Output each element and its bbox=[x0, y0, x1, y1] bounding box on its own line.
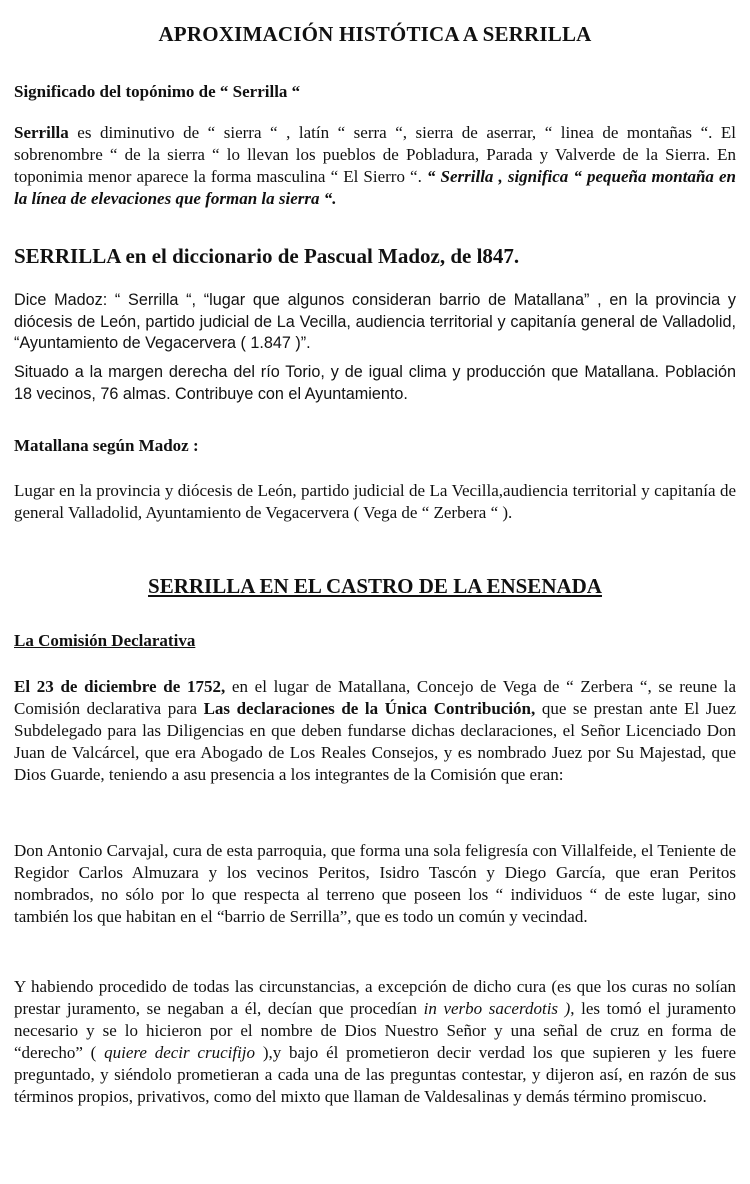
oath-text-d: quiere decir crucifijo bbox=[104, 1043, 256, 1062]
oath-text-b: in verbo sacerdotis ) bbox=[423, 999, 571, 1018]
toponym-text: es diminutivo de “ sierra “ , latín “ serra “, sierra de aserrar, “ linea de montañas “. El sobrenombre “ de la sierra “ lo llevan los pueblos de Pobladura, Parada y Valverde de la Sierra. En toponimia menor aparece la forma masculina “ El Sierro “. bbox=[14, 123, 736, 186]
subheading-comision: La Comisión Declarativa bbox=[14, 631, 196, 650]
toponym-emphasis: “ Serrilla , significa “ pequeña montaña en la línea de elevaciones que forman la sierra “. bbox=[14, 167, 736, 208]
oath-text-c: , les tomó el juramento necesario y se lo hicieron por el nombre de Dios Nuestro Señor y una señal de cruz en forma de “derecho” ( bbox=[14, 999, 736, 1062]
section-heading-ensenada: SERRILLA EN EL CASTRO DE LA ENSENADA bbox=[148, 574, 602, 598]
comision-text-a: en el lugar de Matallana, Concejo de Vega de “ Zerbera “, se reune la Comisión declarativa para bbox=[14, 677, 736, 718]
paragraph-madoz-1: Dice Madoz: “ Serrilla “, “lugar que algunos consideran barrio de Matallana” , en la provincia y diócesis de León, partido judicial de La Vecilla, audiencia territorial y capitanía general de Valladolid, “Ayuntamiento de Vegacervera ( 1.847 )”. bbox=[14, 291, 736, 352]
oath-text-e: ),y bajo él prometieron decir verdad los que supieren y les fuere preguntado, y siéndolo prometieran a cada una de las preguntas contestar, y dijeron así, en razón de sus términos propios, privativos, como del mixto que llaman de Valdesalinas y demás término promiscuo. bbox=[14, 1043, 736, 1106]
paragraph-comision-2: Don Antonio Carvajal, cura de esta parroquia, que forma una sola feligresía con Villalfeide, el Teniente de Regidor Carlos Almuzara y los vecinos Peritos, Isidro Tascón y Diego García, que eran Peritos nombrados, no sólo por lo que respecta al terreno que poseen los “ individuos “ de este lugar, sino también los que habitan en el “barrio de Serrilla”, que es todo un común y vecindad. bbox=[14, 841, 736, 926]
paragraph-comision-3 bbox=[14, 976, 736, 1108]
section-heading-madoz: SERRILLA en el diccionario de Pascual Madoz, de l847. bbox=[14, 244, 520, 268]
paragraph-madoz-2: Situado a la margen derecha del río Torio, y de igual clima y producción que Matallana. Población 18 vecinos, 76 almas. Contribuye con el Ayuntamiento. bbox=[14, 363, 736, 403]
date-text: El 23 de diciembre de 1752, bbox=[14, 677, 226, 696]
comision-text-c: que se prestan ante El Juez Subdelegado para las Diligencias en que deben fundarse dichas declaraciones, el Señor Licenciado Don Juan de Valcárcel, que era Abogado de Los Reales Consejos, y es nombrado Juez por Su Majestad, que Dios Guarde, teniendo a asu presencia a los integrantes de la Comisión que eran: bbox=[14, 699, 736, 784]
paragraph-comision-1 bbox=[14, 676, 736, 786]
oath-text-a: Y habiendo procedido de todas las circunstancias, a excepción de dicho cura (es que los curas no solían prestar juramento, se negaban a él, decían que procedían bbox=[14, 977, 736, 1018]
paragraph-matallana: Lugar en la provincia y diócesis de León, partido judicial de La Vecilla,audiencia territorial y capitanía de general Valladolid, Ayuntamiento de Vegacervera ( Vega de “ Zerbera “ ). bbox=[14, 481, 736, 522]
paragraph-toponym bbox=[14, 122, 736, 210]
page-title: APROXIMACIÓN HISTÓTICA A SERRILLA bbox=[158, 22, 592, 46]
section-heading-toponym: Significado del topónimo de “ Serrilla “ bbox=[14, 82, 301, 101]
section-heading-matallana: Matallana según Madoz : bbox=[14, 436, 199, 455]
comision-text-b: Las declaraciones de la Única Contribución, bbox=[203, 699, 536, 718]
serrilla-word: Serrilla bbox=[14, 123, 69, 142]
